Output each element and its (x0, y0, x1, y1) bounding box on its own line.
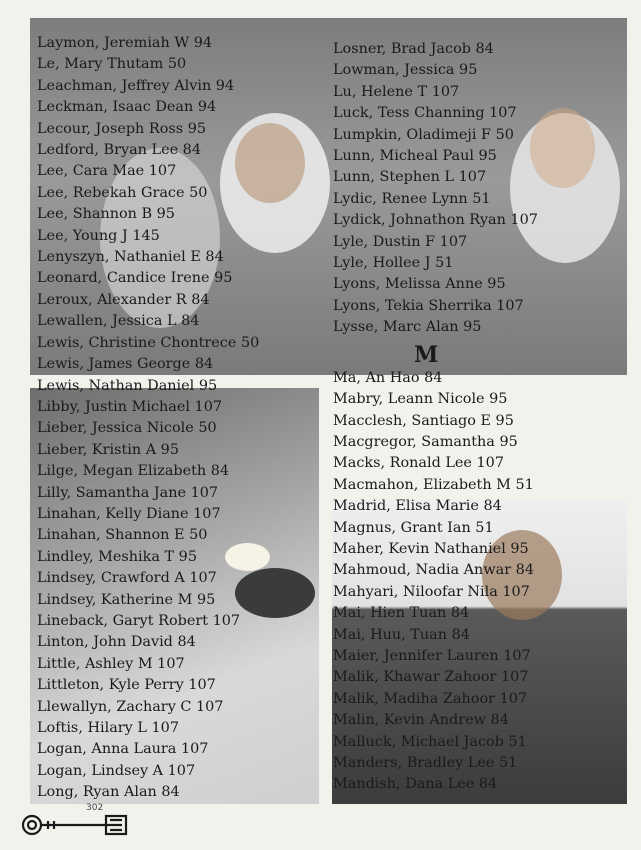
name-entry: Malik, Madiha Zahoor 107 (333, 690, 528, 707)
name-entry: Lewallen, Jessica L 84 (37, 313, 200, 330)
name-entry: Lee, Shannon B 95 (37, 206, 175, 223)
page-number: 302 (86, 803, 104, 813)
name-entry: Macks, Ronald Lee 107 (333, 455, 504, 472)
name-entry: Lee, Cara Mae 107 (37, 163, 177, 180)
name-entry: Magnus, Grant Ian 51 (333, 519, 494, 536)
name-entry: Malin, Kevin Andrew 84 (333, 712, 509, 729)
name-entry: Lindley, Meshika T 95 (37, 548, 197, 565)
name-entry: Lee, Young J 145 (37, 227, 160, 244)
key-icon (20, 808, 132, 842)
name-entry: Linahan, Kelly Diane 107 (37, 505, 221, 522)
name-entry: Mabry, Leann Nicole 95 (333, 391, 508, 408)
name-entry: Mai, Huu, Tuan 84 (333, 626, 470, 643)
name-entry: Lyle, Dustin F 107 (333, 233, 468, 250)
name-entry: Llewallyn, Zachary C 107 (37, 698, 224, 715)
name-entry: Lumpkin, Oladimeji F 50 (333, 126, 514, 143)
name-entry: Manders, Bradley Lee 51 (333, 755, 518, 771)
name-entry: Laymon, Jeremiah W 94 (37, 35, 213, 51)
name-entry: Logan, Lindsey A 107 (37, 762, 196, 779)
name-entry: Lunn, Micheal Paul 95 (333, 148, 497, 165)
name-entry: Losner, Brad Jacob 84 (333, 41, 494, 57)
name-entry: Lindsey, Crawford A 107 (37, 570, 217, 587)
name-entry: Malik, Khawar Zahoor 107 (333, 669, 529, 686)
name-entry: Malluck, Michael Jacob 51 (333, 733, 527, 750)
name-entry: Lewis, Nathan Daniel 95 (37, 377, 218, 394)
name-entry: Luck, Tess Channing 107 (333, 105, 517, 122)
name-entry: Ma, An Hao 84 (333, 369, 443, 386)
name-entry: Maher, Kevin Nathaniel 95 (333, 540, 529, 557)
name-entry: Lilly, Samantha Jane 107 (37, 484, 219, 501)
name-entry: Madrid, Elisa Marie 84 (333, 498, 502, 515)
name-entry: Lyons, Tekia Sherrika 107 (333, 297, 524, 314)
name-entry: Little, Ashley M 107 (37, 655, 185, 672)
name-entry: Leonard, Candice Irene 95 (37, 270, 233, 287)
name-entry: Mahyari, Niloofar Nila 107 (333, 583, 530, 600)
name-entry: Lu, Helene T 107 (333, 83, 460, 100)
name-entry: Maier, Jennifer Lauren 107 (333, 647, 531, 664)
name-entry: Leroux, Alexander R 84 (37, 291, 210, 308)
name-entry: Mahmoud, Nadia Anwar 84 (333, 562, 534, 579)
name-entry: Long, Ryan Alan 84 (37, 784, 180, 801)
name-entry: Leachman, Jeffrey Alvin 94 (37, 77, 235, 94)
name-entry: Lewis, Christine Chontrece 50 (37, 334, 260, 351)
name-entry: Libby, Justin Michael 107 (37, 398, 223, 415)
name-entry: Lilge, Megan Elizabeth 84 (37, 463, 230, 480)
name-entry: Littleton, Kyle Perry 107 (37, 677, 216, 694)
name-entry: Logan, Anna Laura 107 (37, 741, 209, 758)
name-entry: Lyle, Hollee J 51 (333, 255, 454, 272)
name-entry: Macgregor, Samantha 95 (333, 433, 518, 450)
name-entry: Lecour, Joseph Ross 95 (37, 120, 207, 137)
name-list-left (37, 33, 259, 804)
name-entry: Lineback, Garyt Robert 107 (37, 612, 241, 629)
name-entry: Mai, Hien Tuan 84 (333, 605, 470, 622)
name-entry: Lunn, Stephen L 107 (333, 169, 487, 186)
name-entry: Lysse, Marc Alan 95 (333, 319, 482, 336)
name-list-right (333, 39, 538, 796)
name-entry: Linahan, Shannon E 50 (37, 527, 208, 544)
name-entry: Lewis, James George 84 (37, 356, 214, 373)
name-entry: Lydick, Johnathon Ryan 107 (333, 212, 538, 229)
name-entry: Leckman, Isaac Dean 94 (37, 99, 217, 116)
name-entry: Ledford, Bryan Lee 84 (37, 142, 201, 159)
name-entry: Lenyszyn, Nathaniel E 84 (37, 249, 224, 266)
name-entry: Loftis, Hilary L 107 (37, 720, 179, 736)
name-entry: Macclesh, Santiago E 95 (333, 412, 514, 429)
name-entry: Lydic, Renee Lynn 51 (333, 190, 491, 207)
name-entry: Lee, Rebekah Grace 50 (37, 184, 208, 201)
name-entry: Lyons, Melissa Anne 95 (333, 276, 506, 293)
name-entry: Linton, John David 84 (37, 634, 196, 651)
name-entry: Lowman, Jessica 95 (333, 62, 478, 79)
section-heading-m: M (414, 342, 439, 368)
name-entry: Lieber, Jessica Nicole 50 (37, 420, 217, 437)
name-entry: Macmahon, Elizabeth M 51 (333, 476, 534, 493)
name-entry: Lieber, Kristin A 95 (37, 441, 179, 458)
name-entry: Lindsey, Katherine M 95 (37, 591, 216, 608)
name-entry: Mandish, Dana Lee 84 (333, 776, 498, 793)
name-entry: Le, Mary Thutam 50 (37, 56, 187, 73)
